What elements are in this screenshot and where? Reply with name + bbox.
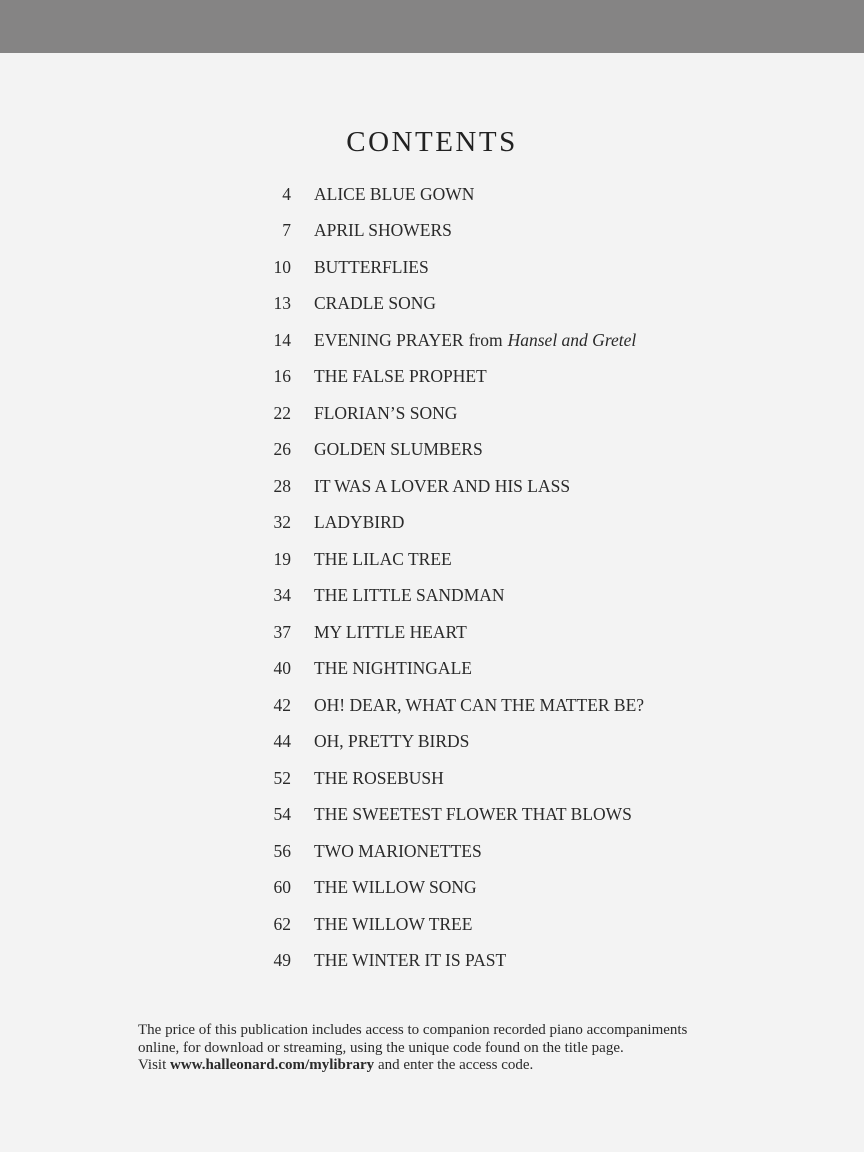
toc-entry[interactable] xyxy=(250,432,750,469)
toc-entry[interactable] xyxy=(250,906,750,943)
toc-song-title: OH, PRETTY BIRDS xyxy=(314,731,470,752)
toc-page-number: 7 xyxy=(282,220,291,241)
toc-song-title: THE LILAC TREE xyxy=(314,548,452,569)
footer-line-3 xyxy=(138,1057,778,1075)
toc-entry[interactable] xyxy=(250,833,750,870)
toc-song-title: MY LITTLE HEART xyxy=(314,621,467,642)
toc-entry[interactable] xyxy=(250,943,750,980)
library-link[interactable]: www.halleonard.com/mylibrary xyxy=(170,1057,375,1073)
toc-page-number: 16 xyxy=(273,366,291,387)
toc-page-number: 42 xyxy=(273,694,291,715)
toc-song-title: THE WILLOW TREE xyxy=(314,913,473,934)
toc-song-title: BUTTERFLIES xyxy=(314,256,429,277)
toc-page-number: 54 xyxy=(273,804,291,825)
toc-page-number: 28 xyxy=(273,475,291,496)
footer-note xyxy=(138,1022,778,1075)
toc-entry[interactable] xyxy=(250,213,750,250)
toc-page-number: 19 xyxy=(273,548,291,569)
toc-song-title: LADYBIRD xyxy=(314,512,405,533)
toc-song-title: FLORIAN’S SONG xyxy=(314,402,458,423)
toc-page-number: 32 xyxy=(273,512,291,533)
toc-page-number: 10 xyxy=(273,256,291,277)
toc-entry[interactable] xyxy=(250,614,750,651)
toc-page-number: 62 xyxy=(273,913,291,934)
toc-song-title: THE NIGHTINGALE xyxy=(314,658,472,679)
toc-entry[interactable] xyxy=(250,541,750,578)
toc-song-title: APRIL SHOWERS xyxy=(314,220,452,241)
toc-entry[interactable] xyxy=(250,359,750,396)
toc-song-title: THE WILLOW SONG xyxy=(314,877,477,898)
toc-page-number: 49 xyxy=(273,950,291,971)
toc-song-title: TWO MARIONETTES xyxy=(314,840,482,861)
toc-entry[interactable] xyxy=(250,797,750,834)
toc-page-number: 40 xyxy=(273,658,291,679)
toc-page-number: 26 xyxy=(273,439,291,460)
toc-entry[interactable] xyxy=(250,505,750,542)
toc-page-number: 4 xyxy=(282,183,291,204)
toc-entry[interactable] xyxy=(250,286,750,323)
footer-line-2: online, for download or streaming, using the unique code found on the title page. xyxy=(138,1039,624,1056)
toc-song-title: CRADLE SONG xyxy=(314,293,437,314)
toc-page-number: 22 xyxy=(273,402,291,423)
toc-page-number: 34 xyxy=(273,585,291,606)
toc-song-title: IT WAS A LOVER AND HIS LASS xyxy=(314,475,571,496)
footer-visit-text: Visit xyxy=(138,1057,171,1073)
toc-song-title: EVENING PRAYER xyxy=(314,329,464,350)
toc-source-work: Hansel and Gretel xyxy=(507,329,637,350)
toc-entry[interactable] xyxy=(250,651,750,688)
toc-entry[interactable] xyxy=(250,724,750,761)
toc-entry[interactable] xyxy=(250,395,750,432)
footer-access-text: and enter the access code. xyxy=(374,1057,534,1073)
toc-page-number: 60 xyxy=(273,877,291,898)
toc-page-number: 14 xyxy=(273,329,291,350)
toc-page-number: 13 xyxy=(273,293,291,314)
toc-from-label: from xyxy=(468,329,503,350)
footer-line-1: The price of this publication includes access to companion recorded piano accompaniments xyxy=(138,1022,688,1038)
toc-entry[interactable] xyxy=(250,176,750,213)
toc-entry[interactable] xyxy=(250,760,750,797)
toc-song-title: THE ROSEBUSH xyxy=(314,767,444,788)
contents-list xyxy=(250,176,750,979)
toc-page-number: 52 xyxy=(273,767,291,788)
toc-page-number: 44 xyxy=(273,731,291,752)
toc-entry[interactable] xyxy=(250,322,750,359)
toc-entry[interactable] xyxy=(250,249,750,286)
toc-entry[interactable] xyxy=(250,687,750,724)
toc-page-number: 56 xyxy=(273,840,291,861)
toc-song-title: THE WINTER IT IS PAST xyxy=(314,950,507,971)
toc-song-title: THE FALSE PROPHET xyxy=(314,366,487,387)
toc-entry[interactable] xyxy=(250,468,750,505)
top-bar xyxy=(0,0,864,53)
toc-entry[interactable] xyxy=(250,870,750,907)
page-title: CONTENTS xyxy=(346,126,518,158)
toc-song-title: ALICE BLUE GOWN xyxy=(314,183,475,204)
toc-song-title: OH! DEAR, WHAT CAN THE MATTER BE? xyxy=(314,694,645,715)
toc-entry[interactable] xyxy=(250,578,750,615)
toc-page-number: 37 xyxy=(273,621,291,642)
toc-song-title: THE LITTLE SANDMAN xyxy=(314,585,505,606)
toc-song-title: THE SWEETEST FLOWER THAT BLOWS xyxy=(314,804,632,825)
toc-song-title: GOLDEN SLUMBERS xyxy=(314,439,483,460)
